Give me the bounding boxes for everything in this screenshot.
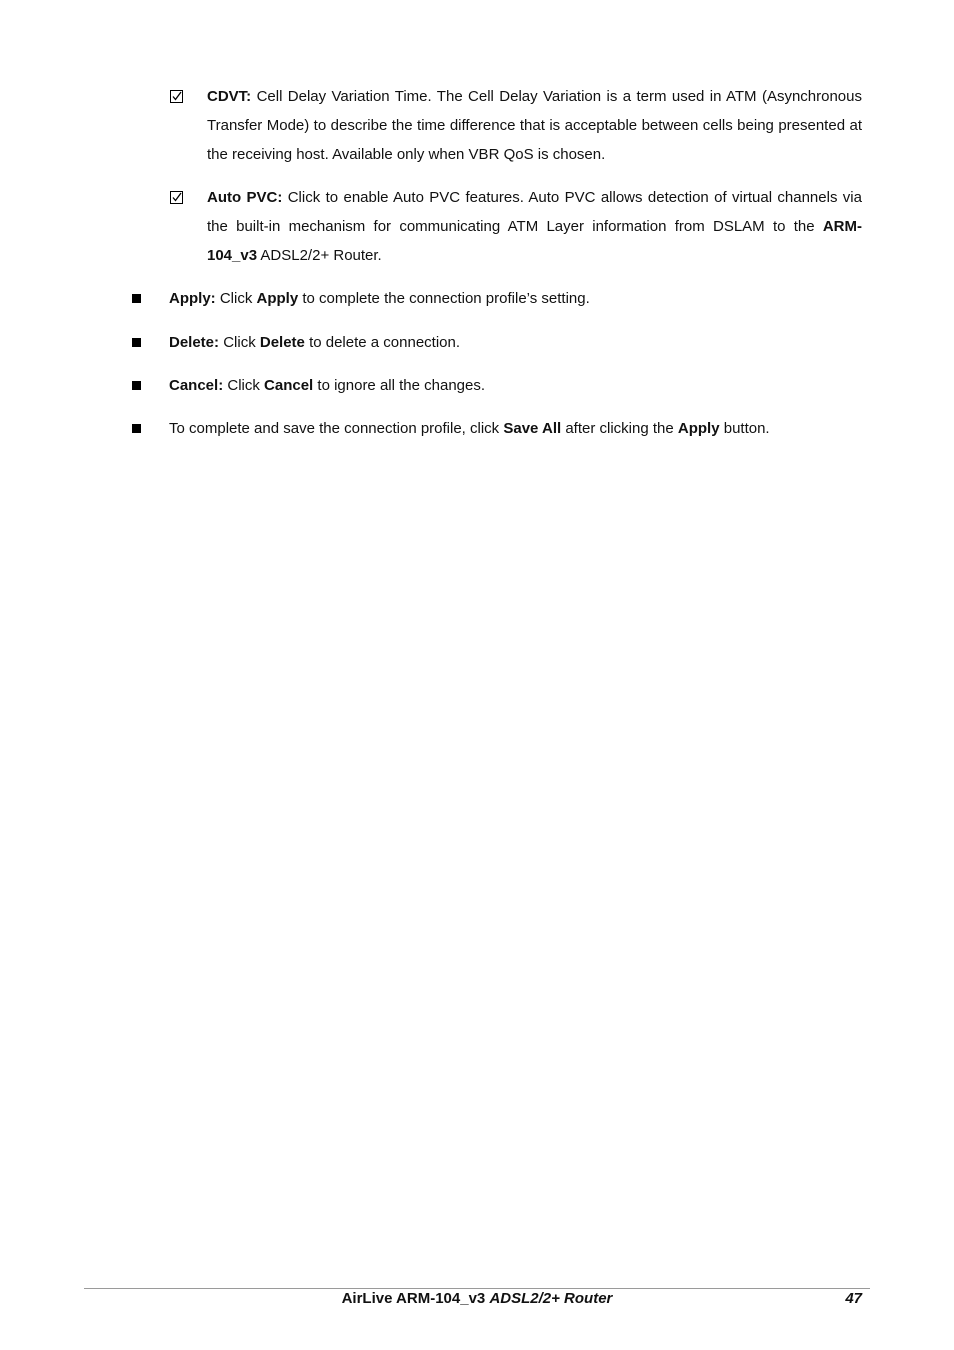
checked-box-icon <box>170 191 183 204</box>
page-number: 47 <box>845 1290 862 1307</box>
cancel-keyword: Cancel <box>264 377 314 394</box>
delete-post: to delete a connection. <box>304 334 461 351</box>
square-bullet-icon <box>132 381 141 390</box>
cancel-pre: Click <box>223 377 265 394</box>
footer-brand: AirLive ARM-104_v3 <box>341 1290 490 1307</box>
delete-text <box>169 328 862 357</box>
square-bullet-icon <box>132 424 141 433</box>
save-mid: after clicking the <box>561 420 678 437</box>
footer-title <box>84 1289 870 1309</box>
checked-box-icon <box>170 90 183 103</box>
apply-keyword-2: Apply <box>677 420 720 437</box>
cancel-label: Cancel: <box>169 377 224 394</box>
save-all-keyword: Save All <box>503 420 562 437</box>
delete-keyword: Delete <box>259 334 305 351</box>
apply-item <box>130 284 862 313</box>
save-all-item <box>130 414 862 443</box>
auto-pvc-text <box>207 183 862 270</box>
square-bullet-icon <box>132 294 141 303</box>
footer-product: ADSL2/2+ Router <box>489 1290 613 1307</box>
cdvt-text <box>207 82 862 169</box>
cancel-item <box>130 371 862 400</box>
apply-text <box>169 284 862 313</box>
auto-pvc-label: Auto PVC: <box>207 189 283 206</box>
cdvt-label: CDVT: <box>207 88 252 105</box>
apply-pre: Click <box>215 290 257 307</box>
delete-label: Delete: <box>169 334 220 351</box>
cdvt-description: Cell Delay Variation Time. The Cell Delay Variation is a term used in ATM (Asynchronous Transfer Mode) to describe the time difference that is acceptable between cells being presented at the receiving host. Available only when VBR QoS is chosen. <box>207 88 862 163</box>
apply-keyword: Apply <box>256 290 299 307</box>
auto-pvc-item <box>170 183 862 270</box>
delete-item <box>130 328 862 357</box>
save-all-text <box>169 414 862 443</box>
square-bullet-icon <box>132 338 141 347</box>
apply-post: to complete the connection profile’s setting. <box>298 290 590 307</box>
auto-pvc-description: Click to enable Auto PVC features. Auto PVC allows detection of virtual channels via the built-in mechanism for communicating ATM Layer information from DSLAM to the <box>207 189 862 235</box>
auto-pvc-tail: ADSL2/2+ Router. <box>257 247 382 264</box>
auto-pvc-product: ARM-104_v3 <box>207 218 862 264</box>
apply-label: Apply: <box>169 290 216 307</box>
cancel-post: to ignore all the changes. <box>313 377 486 394</box>
save-post: button. <box>719 420 770 437</box>
delete-pre: Click <box>219 334 260 351</box>
save-pre: To complete and save the connection profile, click <box>169 420 504 437</box>
cdvt-item <box>170 82 862 169</box>
cancel-text <box>169 371 862 400</box>
